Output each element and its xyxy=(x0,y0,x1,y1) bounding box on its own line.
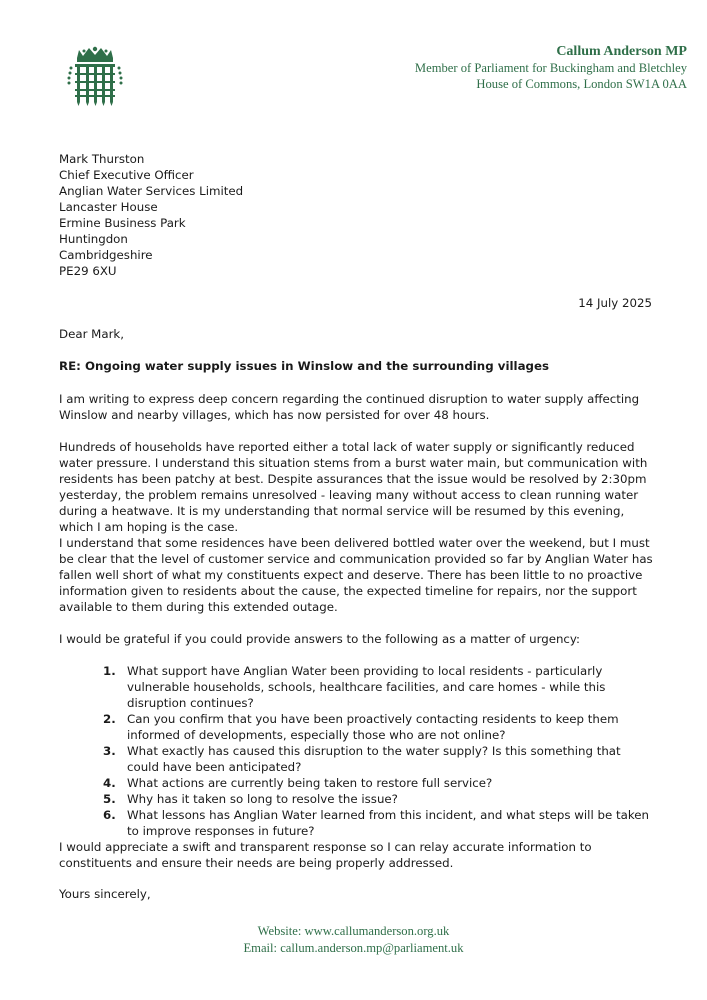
address-line: PE29 6XU xyxy=(59,264,117,278)
address-line: Lancaster House xyxy=(59,200,158,214)
body-paragraph: I am writing to express deep concern regarding the continued disruption to water supply affecting Winslow and nearby villages, which has now persisted for over 48 hours. xyxy=(59,392,640,422)
list-number: 2. xyxy=(103,712,116,726)
list-number: 4. xyxy=(103,776,116,790)
address-line: Chief Executive Officer xyxy=(59,168,194,182)
sign-off: Yours sincerely, xyxy=(59,887,151,901)
email-link[interactable]: Email: callum.anderson.mp@parliament.uk xyxy=(243,941,464,955)
address-line: Anglian Water Services Limited xyxy=(59,184,244,198)
footer xyxy=(0,923,707,957)
office-address: House of Commons, London SW1A 0AA xyxy=(476,77,687,91)
address-line: Ermine Business Park xyxy=(59,216,186,230)
mp-name: Callum Anderson MP xyxy=(556,44,687,59)
list-text: What actions are currently being taken to restore full service? xyxy=(127,776,493,790)
subject-line: RE: Ongoing water supply issues in Winslow and the surrounding villages xyxy=(59,359,550,373)
list-number: 6. xyxy=(103,808,116,822)
list-item xyxy=(103,711,653,743)
list-item xyxy=(103,807,653,839)
address-line: Huntingdon xyxy=(59,232,128,246)
list-item xyxy=(103,663,653,711)
website-link[interactable]: Website: www.callumanderson.org.uk xyxy=(257,924,450,938)
address-line: Cambridgeshire xyxy=(59,248,153,262)
list-item xyxy=(103,775,653,791)
constituency: Member of Parliament for Buckingham and Bletchley xyxy=(414,61,687,75)
address-line: Mark Thurston xyxy=(59,152,145,166)
closing-paragraph: I would appreciate a swift and transparent response so I can relay accurate information to constituents and ensure their needs are being properly addressed. xyxy=(59,840,592,870)
body-paragraph: Hundreds of households have reported either a total lack of water supply or significantly reduced water pressure. I understand this situation stems from a burst water main, but communication with residents has been patchy at best. Despite assurances that the issue would be resolved by 2:30pm yesterday, the problem remains unresolved - leaving many without access to clean running water during a heatwave. It is my understanding that normal service will be resumed by this evening, which I am hoping is the case. xyxy=(59,440,648,534)
body-paragraph: I would be grateful if you could provide answers to the following as a matter of urgency: xyxy=(59,632,581,646)
list-text: Why has it taken so long to resolve the issue? xyxy=(127,792,398,806)
letter-date: 14 July 2025 xyxy=(578,296,652,310)
list-text: What support have Anglian Water been providing to local residents - particularly vulnerable households, schools, healthcare facilities, and care homes - while this disruption continues? xyxy=(127,664,606,710)
list-item xyxy=(103,743,653,775)
letterhead xyxy=(415,44,687,92)
list-item xyxy=(103,791,653,807)
portcullis-icon xyxy=(67,46,123,108)
list-number: 5. xyxy=(103,792,116,806)
question-list xyxy=(103,663,653,839)
list-text: Can you confirm that you have been proactively contacting residents to keep them informed of developments, especially those who are not online? xyxy=(127,712,619,742)
list-number: 1. xyxy=(103,664,116,678)
list-text: What exactly has caused this disruption to the water supply? Is this something that could have been anticipated? xyxy=(127,744,621,774)
list-text: What lessons has Anglian Water learned from this incident, and what steps will be taken to improve responses in future? xyxy=(127,808,649,838)
body-paragraph: I understand that some residences have been delivered bottled water over the weekend, but I must be clear that the level of customer service and communication provided so far by Anglian Water has fallen well short of what my constituents expect and deserve. There has been little to no proactive information given to residents about the cause, the expected timeline for repairs, nor the support available to them during this extended outage. xyxy=(59,536,653,614)
greeting: Dear Mark, xyxy=(59,327,125,341)
list-number: 3. xyxy=(103,744,116,758)
recipient-address xyxy=(59,151,243,279)
